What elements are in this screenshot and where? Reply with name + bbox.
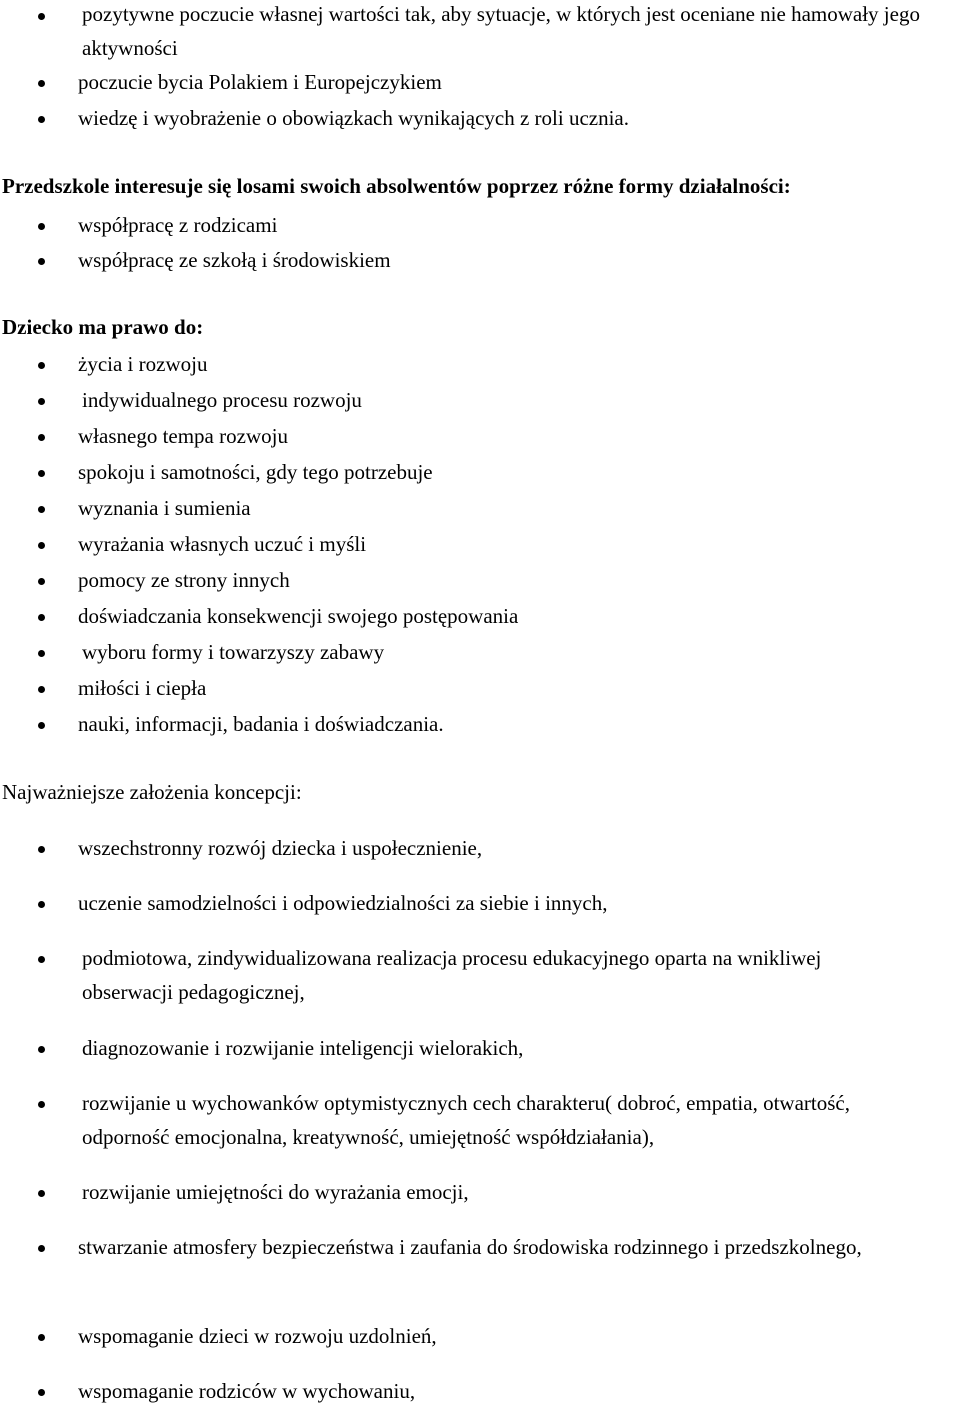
- list-item-text: wyrażania własnych uczuć i myśli: [78, 532, 367, 556]
- list-item-text: życia i rozwoju: [78, 352, 208, 376]
- bullet-icon: [38, 1389, 45, 1396]
- list-item-text: rozwijanie u wychowanków optymistycznych cech charakteru( dobroć, empatia, otwartość, odporność emocjonalna, kreatywność, umiejętność współdziałania),: [82, 1091, 850, 1149]
- bullet-icon: [38, 258, 45, 265]
- list-item-text: miłości i ciepła: [78, 676, 207, 700]
- bullet-icon: [38, 398, 45, 405]
- bullet-icon: [38, 846, 45, 853]
- bullet-icon: [38, 1245, 45, 1252]
- bullet-icon: [38, 470, 45, 477]
- list-item-text: wspomaganie dzieci w rozwoju uzdolnień,: [78, 1324, 437, 1348]
- list-item-text: pomocy ze strony innych: [78, 568, 290, 592]
- section-heading: Dziecko ma prawo do:: [2, 315, 204, 339]
- bullet-icon: [38, 542, 45, 549]
- list-item-text: stwarzanie atmosfery bezpieczeństwa i zaufania do środowiska rodzinnego i przedszkolnego,: [78, 1235, 862, 1259]
- list-item-text: spokoju i samotności, gdy tego potrzebuje: [78, 460, 433, 484]
- list-item-text: współpracę z rodzicami: [78, 213, 278, 237]
- list-item-text: wyboru formy i towarzyszy zabawy: [82, 640, 385, 664]
- bullet-icon: [38, 434, 45, 441]
- list-item-text: wspomaganie rodziców w wychowaniu,: [78, 1379, 416, 1403]
- list-item-text: wszechstronny rozwój dziecka i uspołecznienie,: [78, 836, 483, 860]
- list-item-text: uczenie samodzielności i odpowiedzialności za siebie i innych,: [78, 891, 608, 915]
- list-item-text: nauki, informacji, badania i doświadczania.: [78, 712, 444, 736]
- list-item-text: własnego tempa rozwoju: [78, 424, 288, 448]
- list-item-text: podmiotowa, zindywidualizowana realizacja procesu edukacyjnego oparta na wnikliwej obserwacji pedagogicznej,: [82, 946, 822, 1004]
- list-item-text: rozwijanie umiejętności do wyrażania emocji,: [82, 1180, 469, 1204]
- list-item-text: diagnozowanie i rozwijanie inteligencji wielorakich,: [82, 1036, 524, 1060]
- bullet-icon: [38, 1334, 45, 1341]
- list-item-text: wiedzę i wyobrażenie o obowiązkach wynikających z roli ucznia.: [78, 106, 630, 130]
- bullet-icon: [38, 1101, 45, 1108]
- bullet-icon: [38, 650, 45, 657]
- bullet-icon: [38, 722, 45, 729]
- bullet-icon: [38, 614, 45, 621]
- bullet-icon: [38, 223, 45, 230]
- list-item-text: poczucie bycia Polakiem i Europejczykiem: [78, 70, 442, 94]
- bullet-icon: [38, 686, 45, 693]
- list-item-text: wyznania i sumienia: [78, 496, 251, 520]
- list-item-text: doświadczania konsekwencji swojego postępowania: [78, 604, 519, 628]
- bullet-icon: [38, 362, 45, 369]
- section-heading: Przedszkole interesuje się losami swoich absolwentów poprzez różne formy działalności:: [2, 174, 791, 198]
- bullet-icon: [38, 901, 45, 908]
- bullet-icon: [38, 13, 45, 20]
- list-item-text: współpracę ze szkołą i środowiskiem: [78, 248, 391, 272]
- bullet-icon: [38, 80, 45, 87]
- bullet-icon: [38, 1190, 45, 1197]
- bullet-icon: [38, 956, 45, 963]
- bullet-icon: [38, 1046, 45, 1053]
- list-item-text: pozytywne poczucie własnej wartości tak, aby sytuacje, w których jest oceniane nie hamowały jego aktywności: [82, 2, 920, 60]
- bullet-icon: [38, 116, 45, 123]
- bullet-icon: [38, 506, 45, 513]
- section-heading: Najważniejsze założenia koncepcji:: [2, 780, 302, 804]
- list-item-text: indywidualnego procesu rozwoju: [82, 388, 362, 412]
- bullet-icon: [38, 578, 45, 585]
